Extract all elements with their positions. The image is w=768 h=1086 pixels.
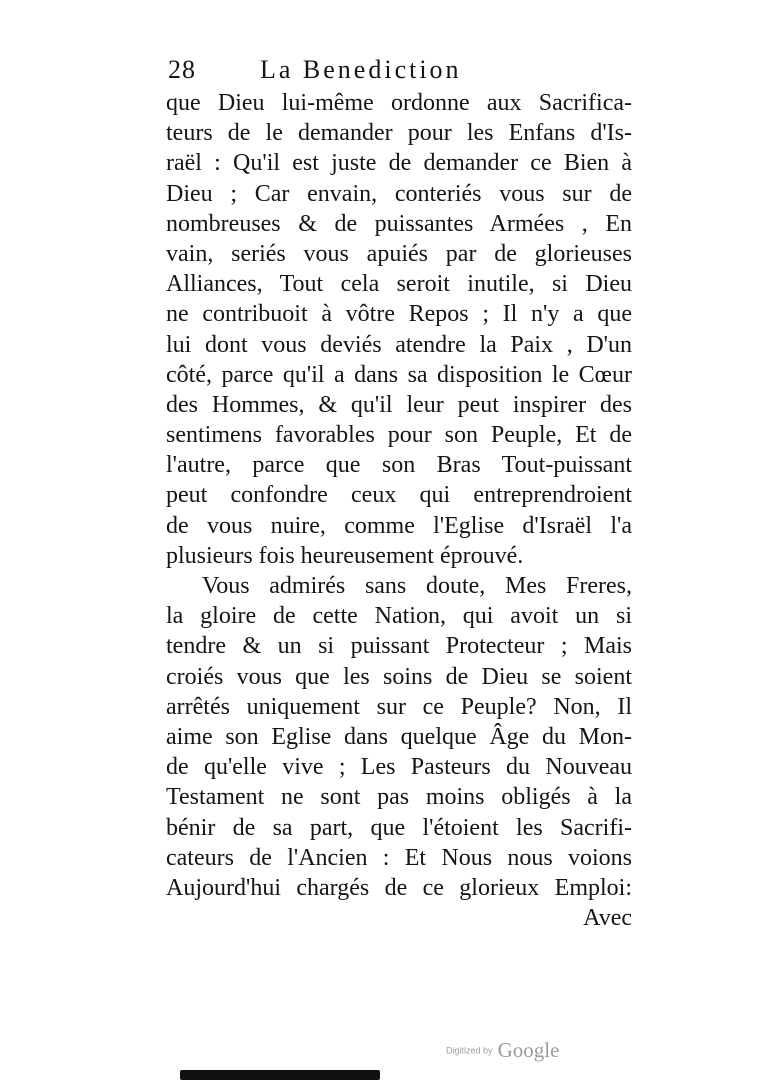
text-line: raël : Qu'il est juste de demander ce Bien à [166,150,632,177]
body-text [166,88,632,933]
text-line: que Dieu lui-même ordonne aux Sacrifica- [166,90,632,116]
text-line: vain, seriés vous apuiés par de glorieuses [166,240,632,267]
text-line: Vous admirés sans doute, Mes Freres, [202,573,632,599]
text-line: Testament ne sont pas moins obligés à la [166,784,632,811]
text-line: Dieu ; Car envain, conteriés vous sur de [166,180,632,207]
text-line: sentimens favorables pour son Peuple, Et de [166,422,632,449]
text-line: tendre & un si puissant Protecteur ; Mais [166,633,632,660]
page-number: 28 [168,55,196,84]
scan-edge-shadow [180,1070,380,1080]
text-line: des Hommes, & qu'il leur peut inspirer des [166,391,632,418]
watermark-brand: Google [497,1038,560,1062]
text-line: plusieurs fois heureusement éprouvé. [166,542,524,569]
text-line: l'autre, parce que son Bras Tout-puissant [166,452,632,479]
text-line: de qu'elle vive ; Les Pasteurs du Nouveau [166,754,632,781]
text-line: ne contribuoit à vôtre Repos ; Il n'y a que [166,301,632,328]
text-line: bénir de sa part, que l'étoient les Sacrifi- [166,814,632,841]
text-line: cateurs de l'Ancien : Et Nous nous voions [166,844,632,871]
text-line: la gloire de cette Nation, qui avoit un si [166,603,632,630]
text-line: Aujourd'hui chargés de ce glorieux Emploi: [166,874,632,901]
catchword: Avec [583,905,632,932]
text-line: peut confondre ceux qui entreprendroient [166,482,632,509]
google-watermark [446,1038,586,1066]
watermark-prefix: Digitized by [446,1045,493,1056]
text-line: Alliances, Tout cela seroit inutile, si Dieu [166,271,632,298]
text-line: teurs de le demander pour les Enfans d'Is- [166,120,632,147]
text-line: nombreuses & de puissantes Armées , En [166,210,632,237]
running-header [168,55,588,89]
text-line: aime son Eglise dans quelque Âge du Mon- [166,723,632,750]
text-line: lui dont vous deviés atendre la Paix , D'un [166,331,632,358]
text-line: arrêtés uniquement sur ce Peuple? Non, Il [166,693,632,720]
text-line: côté, parce qu'il a dans sa disposition le Cœur [166,361,632,388]
text-line: croiés vous que les soins de Dieu se soient [166,663,632,690]
text-line: de vous nuire, comme l'Eglise d'Israël l'a [166,512,632,539]
running-title: La Benediction [260,55,462,84]
